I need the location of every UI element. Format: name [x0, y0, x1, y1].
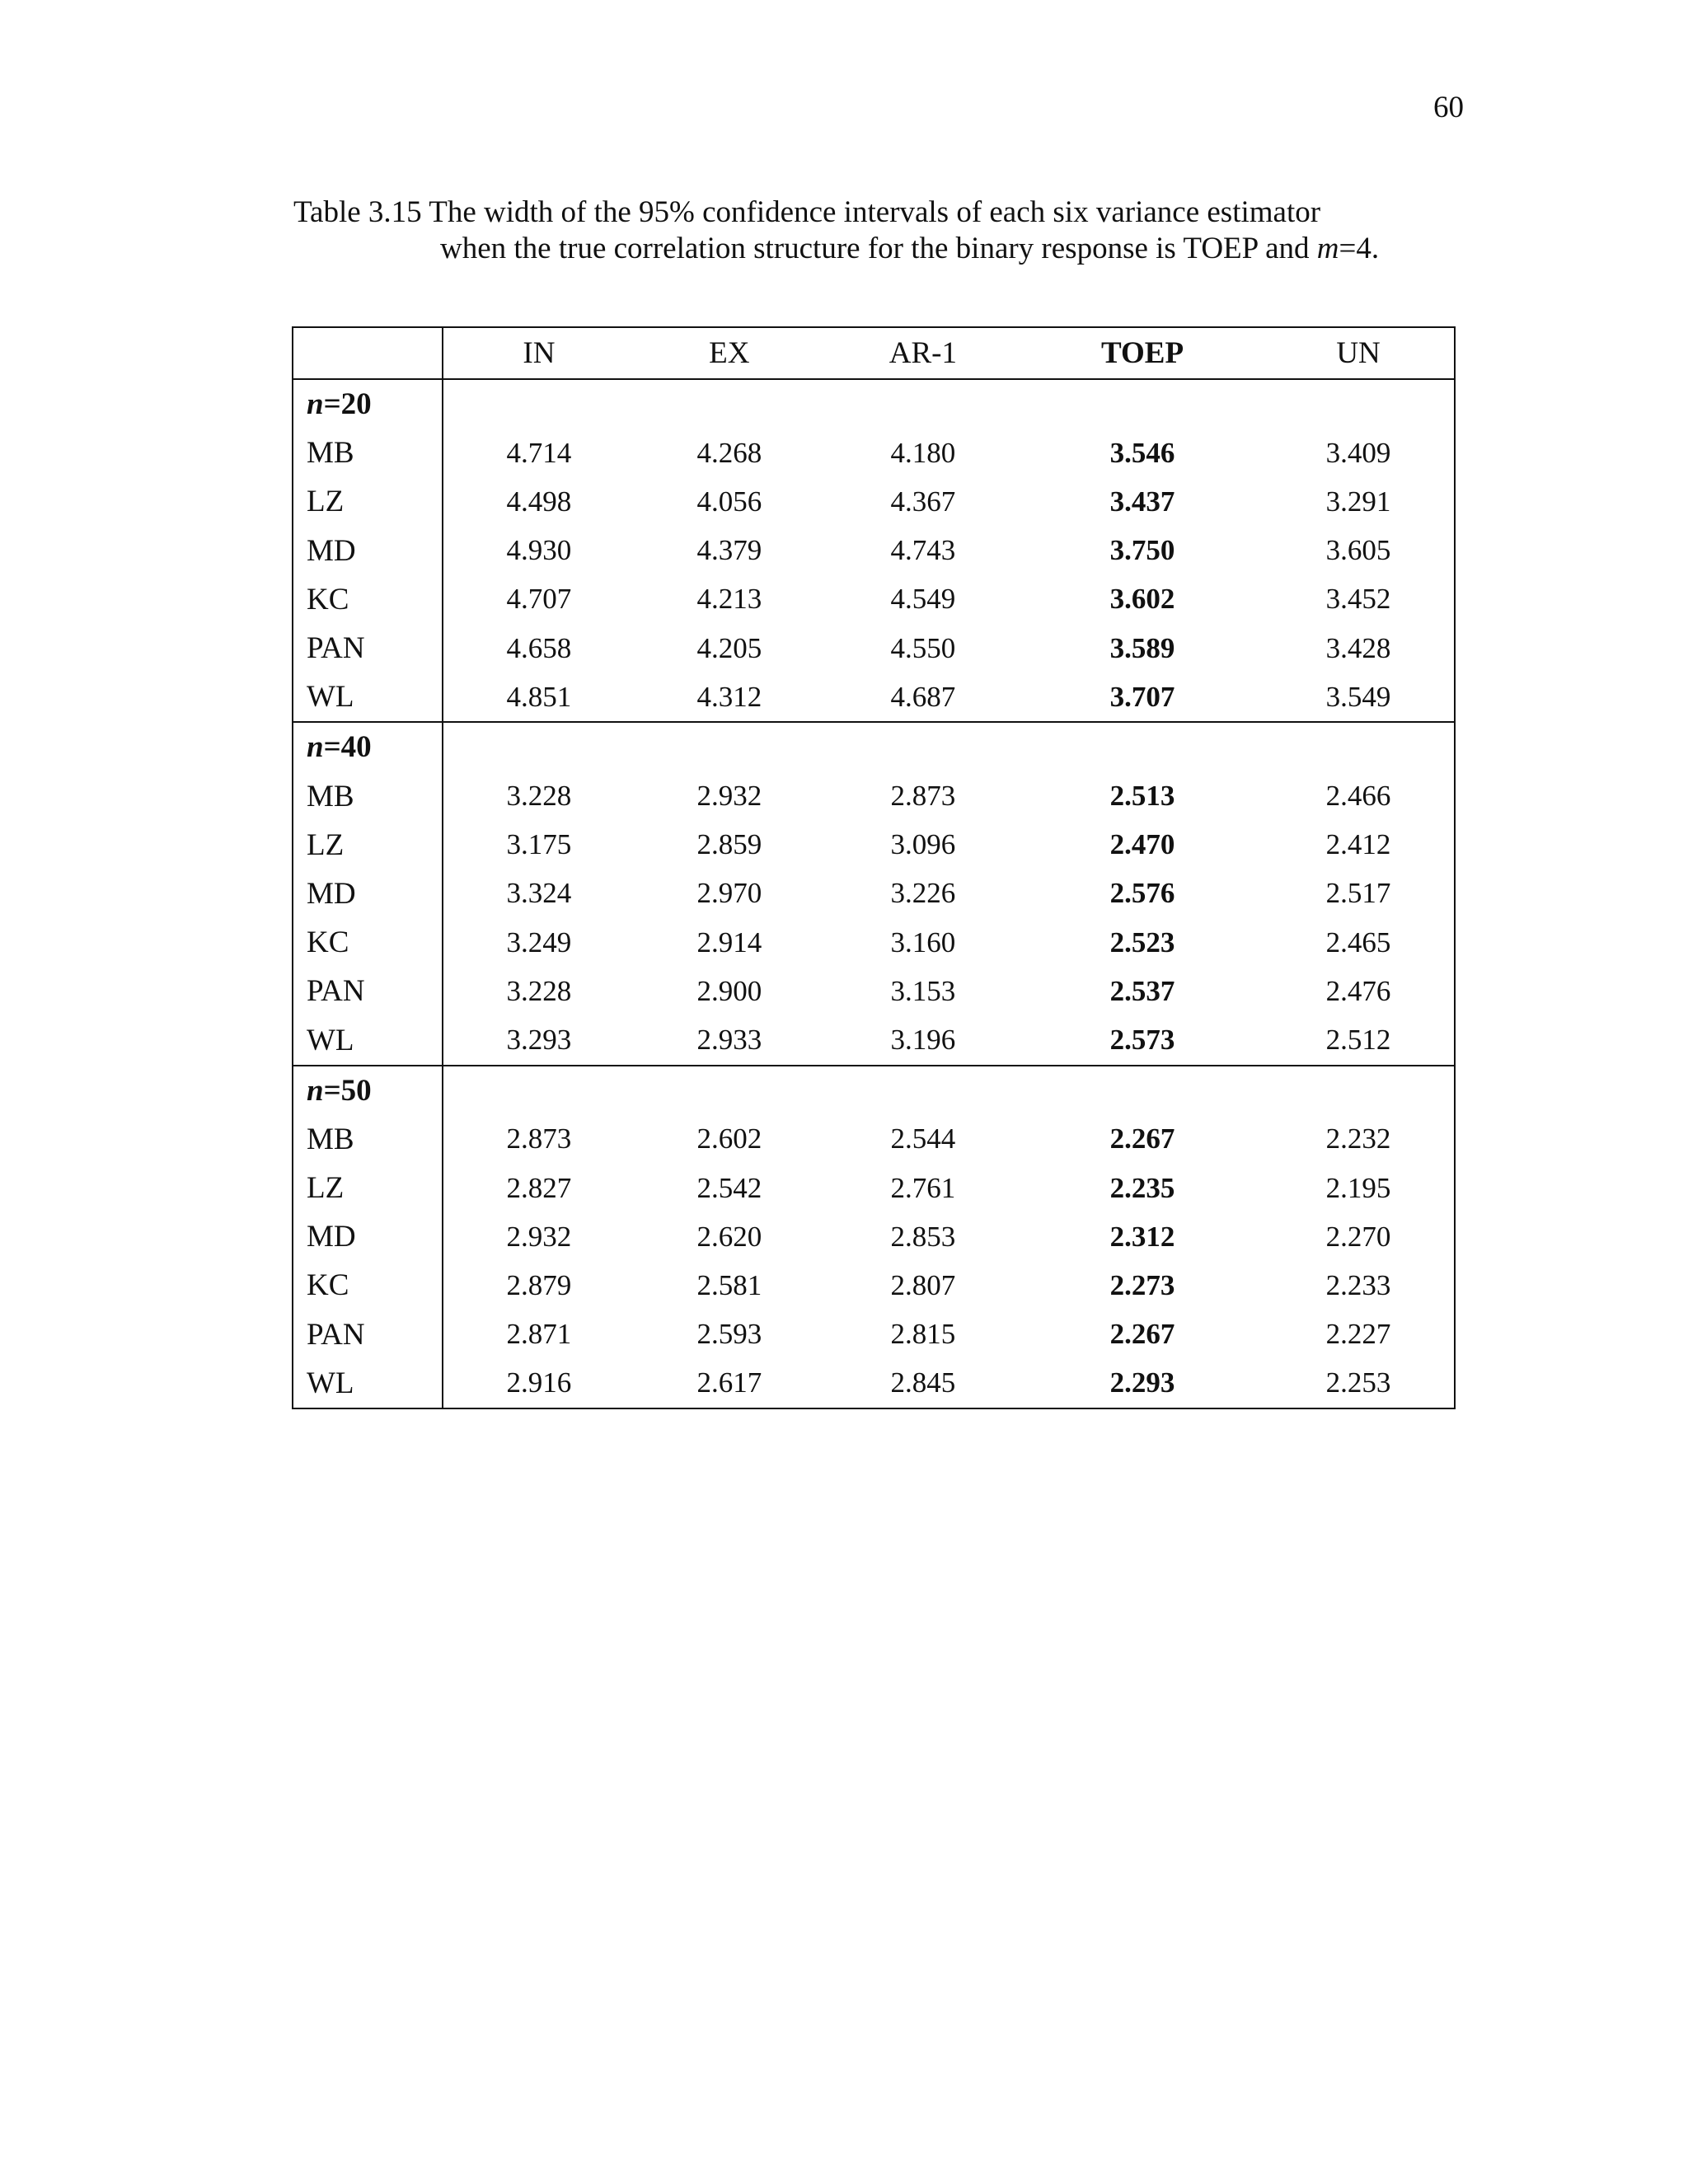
- value-cell: 2.853: [890, 1220, 956, 1253]
- value-cell: 3.153: [890, 974, 956, 1007]
- value-cell: 3.437: [1109, 485, 1175, 518]
- group-label-variable: n: [307, 730, 324, 765]
- value-cell: 2.267: [1109, 1122, 1175, 1155]
- value-cell: 4.205: [696, 631, 762, 664]
- table-row: [293, 1212, 1455, 1261]
- estimator-name-cell: MB: [293, 429, 443, 477]
- results-table: [292, 326, 1456, 1409]
- empty-cell: [824, 1066, 1022, 1115]
- table-row: [293, 429, 1455, 477]
- caption-line-2-end: =4.: [1339, 232, 1380, 265]
- value-cell: 3.196: [890, 1024, 956, 1057]
- group-label: [293, 379, 443, 429]
- value-cell: 2.544: [890, 1122, 956, 1155]
- value-cell: 2.859: [696, 828, 762, 861]
- table-row: [293, 624, 1455, 673]
- value-cell: 3.546: [1109, 436, 1175, 469]
- value-cell: 2.512: [1263, 1015, 1455, 1065]
- estimator-name-cell: LZ: [293, 1164, 443, 1212]
- value-cell: 4.743: [890, 534, 956, 567]
- empty-cell: [443, 1066, 635, 1115]
- value-cell: 2.476: [1263, 967, 1455, 1015]
- estimator-name-cell: KC: [293, 575, 443, 624]
- value-cell: 2.932: [506, 1220, 572, 1253]
- empty-cell: [1022, 1066, 1263, 1115]
- empty-cell: [1022, 722, 1263, 771]
- estimator-name-cell: PAN: [293, 1310, 443, 1359]
- value-cell: 2.523: [1109, 926, 1175, 958]
- value-cell: 3.602: [1109, 583, 1175, 616]
- value-cell: 4.658: [506, 631, 572, 664]
- value-cell: 4.213: [696, 583, 762, 616]
- value-cell: 3.228: [506, 974, 572, 1007]
- value-cell: 2.970: [696, 877, 762, 910]
- value-cell: 2.620: [696, 1220, 762, 1253]
- value-cell: 3.226: [890, 877, 956, 910]
- value-cell: 2.581: [696, 1268, 762, 1301]
- value-cell: 2.537: [1109, 974, 1175, 1007]
- page-number: 60: [1433, 91, 1464, 124]
- value-cell: 3.549: [1263, 673, 1455, 722]
- value-cell: 2.761: [890, 1171, 956, 1204]
- caption-line-2: [293, 231, 1447, 267]
- estimator-name-cell: MB: [293, 1115, 443, 1164]
- value-cell: 3.249: [506, 926, 572, 958]
- group-label-value: =50: [323, 1073, 372, 1108]
- table-row: [293, 821, 1455, 869]
- caption-line-2-text: when the true correlation structure for the binary response is TOEP and: [440, 232, 1317, 265]
- value-cell: 3.750: [1109, 534, 1175, 567]
- value-cell: 3.291: [1263, 477, 1455, 526]
- empty-cell: [1263, 379, 1455, 429]
- table-caption: [293, 194, 1447, 267]
- table-row: [293, 575, 1455, 624]
- value-cell: 2.845: [824, 1359, 1022, 1408]
- estimator-name-cell: LZ: [293, 821, 443, 869]
- table-row: [293, 869, 1455, 918]
- value-cell: 3.707: [1109, 680, 1175, 713]
- value-cell: 2.602: [696, 1122, 762, 1155]
- empty-cell: [443, 722, 635, 771]
- header-cell-toep: TOEP: [1022, 327, 1263, 379]
- group-header-row: [293, 722, 1455, 771]
- table-header-row: [293, 327, 1455, 379]
- table-row: [293, 477, 1455, 526]
- group-header-row: [293, 1066, 1455, 1115]
- value-cell: 2.513: [1109, 780, 1175, 813]
- table-row: [293, 527, 1455, 575]
- value-cell: 4.312: [696, 680, 762, 713]
- value-cell: 2.593: [696, 1318, 762, 1351]
- estimator-name-cell: MD: [293, 869, 443, 918]
- value-cell: 2.576: [1109, 877, 1175, 910]
- value-cell: 2.466: [1263, 772, 1455, 821]
- value-cell: 2.916: [443, 1359, 635, 1408]
- group-label: [293, 722, 443, 771]
- table-row: [293, 1261, 1455, 1310]
- estimator-name-cell: WL: [293, 1015, 443, 1065]
- empty-cell: [635, 1066, 824, 1115]
- value-cell: 2.235: [1109, 1171, 1175, 1204]
- estimator-name-cell: KC: [293, 918, 443, 967]
- estimator-name-cell: LZ: [293, 477, 443, 526]
- value-cell: 2.873: [506, 1122, 572, 1155]
- value-cell: 4.549: [890, 583, 956, 616]
- value-cell: 2.573: [1109, 1024, 1175, 1057]
- header-cell-un: UN: [1263, 327, 1455, 379]
- empty-cell: [824, 722, 1022, 771]
- value-cell: 4.367: [890, 485, 956, 518]
- table-row: [293, 967, 1455, 1015]
- value-cell: 3.175: [506, 828, 572, 861]
- value-cell: 2.542: [696, 1171, 762, 1204]
- value-cell: 2.312: [1109, 1220, 1175, 1253]
- value-cell: 3.293: [506, 1024, 572, 1057]
- header-cell-ex: EX: [635, 327, 824, 379]
- value-cell: 2.900: [696, 974, 762, 1007]
- value-cell: 2.233: [1263, 1261, 1455, 1310]
- value-cell: 4.498: [506, 485, 572, 518]
- value-cell: 2.227: [1263, 1310, 1455, 1359]
- value-cell: 3.452: [1263, 575, 1455, 624]
- table-row: [293, 772, 1455, 821]
- empty-cell: [1263, 722, 1455, 771]
- estimator-name-cell: KC: [293, 1261, 443, 1310]
- table-row: [293, 1310, 1455, 1359]
- group-label-variable: n: [307, 1073, 324, 1108]
- empty-cell: [1263, 1066, 1455, 1115]
- estimator-name-cell: WL: [293, 673, 443, 722]
- estimator-name-cell: MD: [293, 527, 443, 575]
- table-row: [293, 673, 1455, 722]
- group-label-value: =40: [323, 730, 372, 765]
- value-cell: 2.273: [1109, 1268, 1175, 1301]
- group-label-variable: n: [307, 387, 324, 422]
- empty-cell: [635, 722, 824, 771]
- value-cell: 2.270: [1263, 1212, 1455, 1261]
- value-cell: 2.465: [1263, 918, 1455, 967]
- empty-cell: [1022, 379, 1263, 429]
- value-cell: 2.933: [696, 1024, 762, 1057]
- value-cell: 3.228: [506, 780, 572, 813]
- value-cell: 2.807: [890, 1268, 956, 1301]
- value-cell: 4.707: [506, 583, 572, 616]
- value-cell: 3.324: [506, 877, 572, 910]
- table-body: [293, 379, 1455, 1408]
- header-cell-empty: [293, 327, 443, 379]
- table-row: [293, 1115, 1455, 1164]
- value-cell: 2.914: [696, 926, 762, 958]
- estimator-name-cell: MB: [293, 772, 443, 821]
- estimator-name-cell: PAN: [293, 624, 443, 673]
- value-cell: 4.687: [890, 680, 956, 713]
- value-cell: 4.851: [506, 680, 572, 713]
- value-cell: 2.517: [1263, 869, 1455, 918]
- value-cell: 2.932: [696, 780, 762, 813]
- group-header-row: [293, 379, 1455, 429]
- value-cell: 2.232: [1263, 1115, 1455, 1164]
- value-cell: 2.412: [1263, 821, 1455, 869]
- value-cell: 2.873: [890, 780, 956, 813]
- header-cell-in: IN: [443, 327, 635, 379]
- value-cell: 2.871: [506, 1318, 572, 1351]
- value-cell: 2.879: [506, 1268, 572, 1301]
- value-cell: 3.605: [1263, 527, 1455, 575]
- caption-variable: m: [1316, 232, 1339, 265]
- value-cell: 3.096: [890, 828, 956, 861]
- group-label-value: =20: [323, 387, 372, 422]
- table-row: [293, 918, 1455, 967]
- group-label: [293, 1066, 443, 1115]
- value-cell: 3.428: [1263, 624, 1455, 673]
- value-cell: 2.253: [1263, 1359, 1455, 1408]
- value-cell: 2.815: [890, 1318, 956, 1351]
- value-cell: 4.550: [890, 631, 956, 664]
- value-cell: 2.470: [1109, 828, 1175, 861]
- value-cell: 4.930: [506, 534, 572, 567]
- value-cell: 4.180: [890, 436, 956, 469]
- value-cell: 2.293: [1022, 1359, 1263, 1408]
- estimator-name-cell: WL: [293, 1359, 443, 1408]
- value-cell: 4.056: [696, 485, 762, 518]
- value-cell: 2.827: [506, 1171, 572, 1204]
- estimator-name-cell: MD: [293, 1212, 443, 1261]
- header-cell-ar1: AR-1: [824, 327, 1022, 379]
- table-row: [293, 1164, 1455, 1212]
- value-cell: 2.195: [1263, 1164, 1455, 1212]
- empty-cell: [635, 379, 824, 429]
- empty-cell: [443, 379, 635, 429]
- value-cell: 3.160: [890, 926, 956, 958]
- value-cell: 3.589: [1109, 631, 1175, 664]
- value-cell: 2.267: [1109, 1318, 1175, 1351]
- estimator-name-cell: PAN: [293, 967, 443, 1015]
- value-cell: 4.268: [696, 436, 762, 469]
- empty-cell: [824, 379, 1022, 429]
- table-row: [293, 1015, 1455, 1065]
- value-cell: 2.617: [635, 1359, 824, 1408]
- value-cell: 4.379: [696, 534, 762, 567]
- value-cell: 3.409: [1263, 429, 1455, 477]
- caption-line-1: Table 3.15 The width of the 95% confidence intervals of each six variance estimator: [293, 195, 1321, 229]
- value-cell: 4.714: [506, 436, 572, 469]
- table-row: [293, 1359, 1455, 1408]
